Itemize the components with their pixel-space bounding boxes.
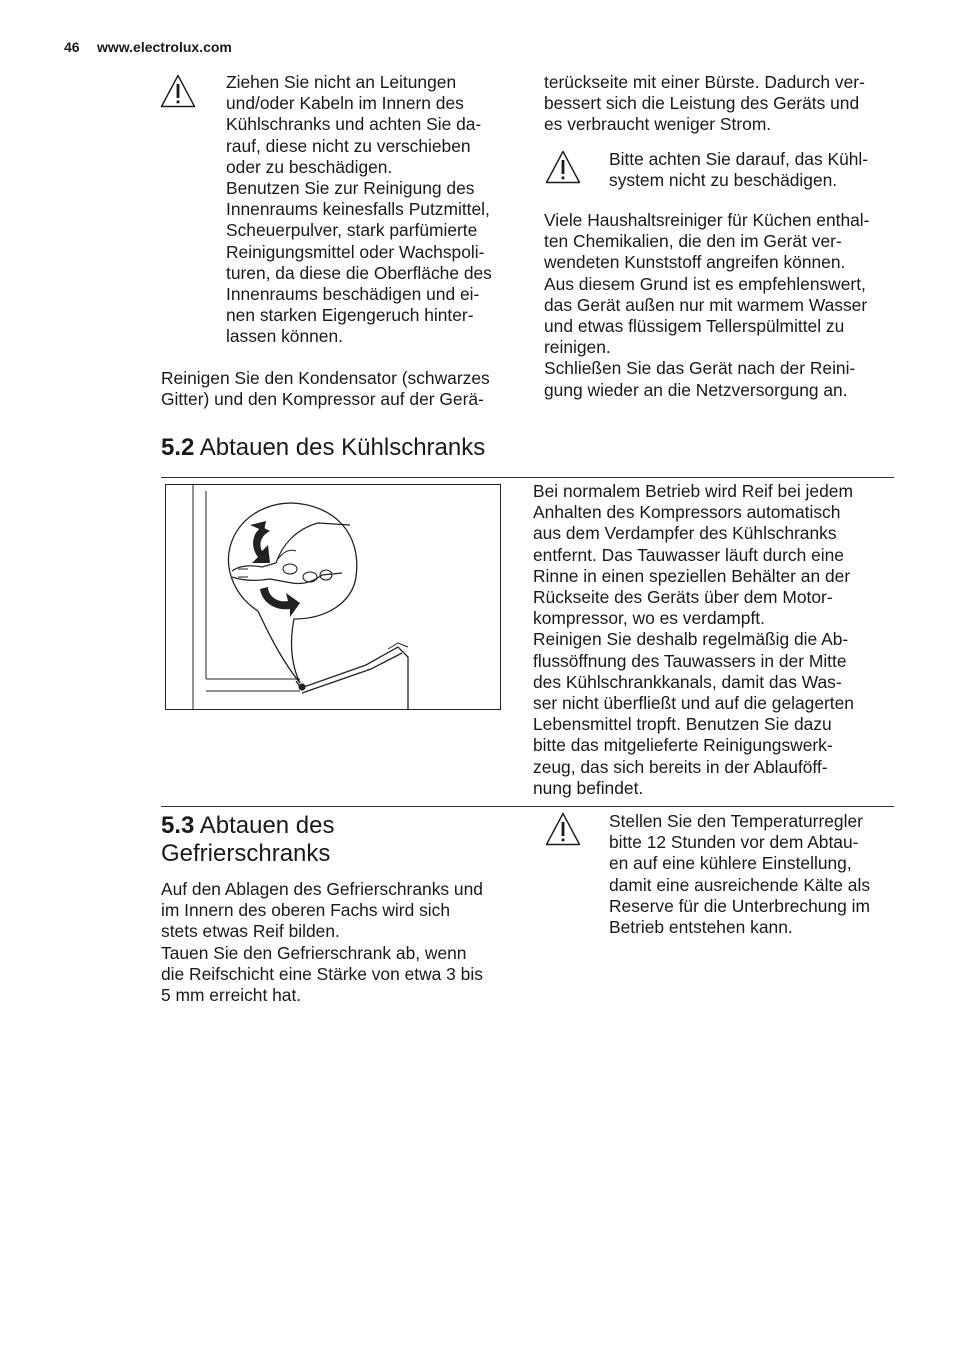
section-number: 5.3: [161, 812, 195, 839]
section-5-3-heading: [161, 812, 335, 840]
paragraph-condenser: Reinigen Sie den Kondensator (schwarzes Gitter) und den Kompressor auf der Gerä-: [161, 368, 490, 410]
paragraph-brush: terückseite mit einer Bürste. Dadurch ver- bessert sich die Leistung des Geräts und es verbraucht weniger Strom.: [544, 72, 865, 135]
section-title: Abtauen des: [199, 812, 335, 839]
warning-triangle-icon: [545, 150, 581, 184]
section-number: 5.2: [161, 434, 195, 461]
warning-text-cables: Ziehen Sie nicht an Leitungen und/oder Kabeln im Innern des Kühlschranks und achten Sie da- rauf, diese nicht zu verschieben oder zu beschädigen. Benutzen Sie zur Reinigung des Innenraums keinesfalls Putzmittel, Scheuerpulver, stark parfümierte Reinigungsmittel oder Wachspoli- turen, da diese die Oberfläche des Innenraums beschädigen und ei- nen starken Eigengeruch hinter- lassen können.: [226, 72, 492, 347]
defrost-drain-illustration: [165, 484, 501, 710]
warning-text-cooling-system: Bitte achten Sie darauf, das Kühl- system nicht zu beschädigen.: [609, 149, 869, 191]
section-5-2-heading: [161, 434, 485, 462]
section-divider: [161, 477, 894, 478]
section-5-3-text: Auf den Ablagen des Gefrierschranks und im Innern des oberen Fachs wird sich stets etwas Reif bilden. Tauen Sie den Gefrierschrank ab, wenn die Reifschicht eine Stärke von etwa 3 bis 5 mm erreicht hat.: [161, 879, 483, 1006]
warning-triangle-icon: [545, 812, 581, 846]
paragraph-household-cleaners: Viele Haushaltsreiniger für Küchen enthal- ten Chemikalien, die den im Gerät ver- wendeten Kunststoff angreifen können. Aus diesem Grund ist es empfehlenswert, das Gerät außen nur mit warmem Wasser und etwas flüssigem Tellerspülmittel zu reinigen. Schließen Sie das Gerät nach der Reini- gung wieder an die Netzversorgung an.: [544, 210, 870, 400]
page-number: 46: [64, 39, 80, 55]
site-url: www.electrolux.com: [97, 39, 232, 55]
warning-text-temperature: Stellen Sie den Temperaturregler bitte 12 Stunden vor dem Abtau- en auf eine kühlere Einstellung, damit eine ausreichende Kälte als Reserve für die Unterbrechung im Betrieb entstehen kann.: [609, 811, 871, 938]
hand-cleaning-drain-icon: [166, 485, 500, 709]
warning-triangle-icon: [160, 74, 196, 108]
section-5-2-text: Bei normalem Betrieb wird Reif bei jedem Anhalten des Kompressors automatisch aus dem Verdampfer des Kühlschranks entfernt. Das Tauwasser läuft durch eine Rinne in einen speziellen Behälter an der Rückseite des Geräts über dem Motor- kompressor, wo es verdampft. Reinigen Sie deshalb regelmäßig die Ab- flussöffnung des Tauwassers in der Mitte des Kühlschrankkanals, damit das Was- ser nicht überfließt und auf die gelagerten Lebensmittel tropft. Benutzen Sie dazu bitte das mitgelieferte Reinigungswerk- zeug, das sich bereits in der Ablauföff- nung befindet.: [533, 481, 854, 798]
section-divider: [161, 806, 894, 807]
section-title: Abtauen des Kühlschranks: [199, 434, 486, 461]
section-5-3-heading-line2: Gefrierschranks: [161, 840, 331, 867]
